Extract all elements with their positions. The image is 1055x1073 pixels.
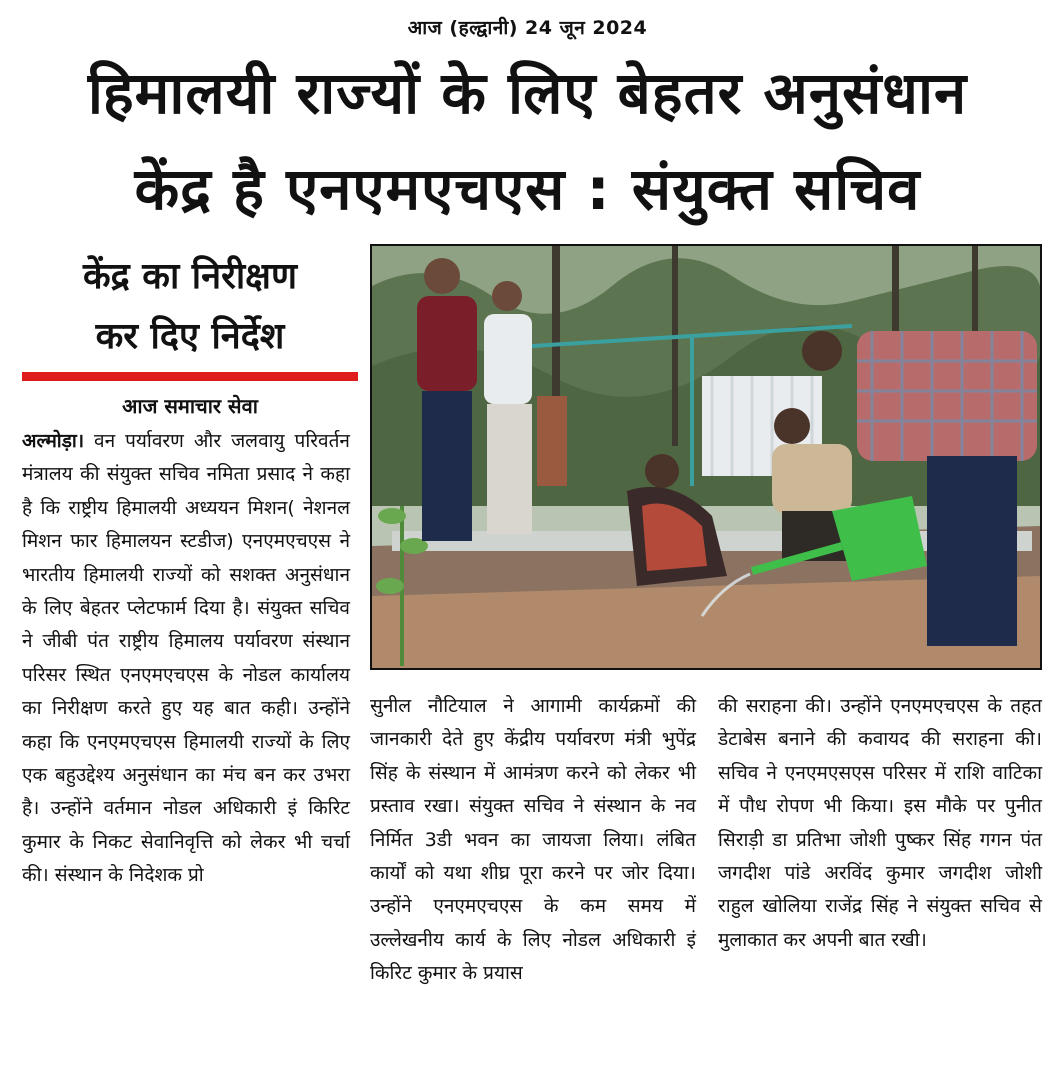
photo-illustration xyxy=(372,246,1040,668)
article-column-2 xyxy=(370,690,696,991)
article-column-3 xyxy=(718,690,1042,957)
dateline: आज (हल्द्वानी) 24 जून 2024 xyxy=(407,17,648,39)
lead-place: अल्मोड़ा। xyxy=(22,430,85,452)
news-photo xyxy=(370,244,1042,670)
headline-line-1: हिमालयी राज्यों के लिए बेहतर अनुसंधान xyxy=(87,59,968,127)
byline: आज समाचार सेवा xyxy=(122,394,258,418)
headline-line-2: केंद्र है एनएमएचएस : संयुक्त सचिव xyxy=(134,155,921,223)
column-3-text: की सराहना की। उन्होंने एनएमएचएस के तहत डेटाबेस बनाने की कवायद की सराहना की। सचिव ने एनएमएसएस परिसर में राशि वाटिका में पौध रोपण भी किया। इस मौके पर पुनीत सिराड़ी डा प्रतिभा जोशी पुष्कर सिंह गगन पंत जगदीश पांडे अरविंद कुमार जगदीश जोशी राहुल खोलिया राजेंद्र सिंह ने संयुक्त सचिव से मुलाकात कर अपनी बात रखी। xyxy=(718,695,1042,951)
red-divider xyxy=(22,372,358,381)
column-2-text: सुनील नौटियाल ने आगामी कार्यक्रमों की जानकारी देते हुए केंद्रीय पर्यावरण मंत्री भुपेंद्र सिंह के संस्थान में आमंत्रण करने को लेकर भी प्रस्ताव रखा। संयुक्त सचिव ने संस्थान के नव निर्मित 3डी भवन का जायजा लिया। लंबित कार्यों को यथा शीघ्र पूरा करने पर जोर दिया। उन्होंने एनएमएचएस के कम समय में उल्लेखनीय कार्य के लिए नोडल अधिकारी इं किरिट कुमार के प्रयास xyxy=(370,695,696,985)
subhead-line-1: केंद्र का निरीक्षण xyxy=(83,256,297,297)
column-1-text: वन पर्यावरण और जलवायु परिवर्तन मंत्रालय की संयुक्त सचिव नमिता प्रसाद ने कहा है कि राष्ट्रीय हिमालयी अध्ययन मिशन( नेशनल मिशन फार हिमालयन स्टडीज) एनएमएचएस ने भारतीय हिमालयी राज्यों को सशक्त अनुसंधान के लिए बेहतर प्लेटफार्म दिया है। संयुक्त सचिव ने जीबी पंत राष्ट्रीय हिमालय पर्यावरण संस्थान परिसर स्थित एनएमएचएस के नोडल कार्यालय का निरीक्षण करते हुए यह बात कही। उन्होंने कहा कि एनएमएचएस हिमालयी राज्यों के लिए एक बहुउद्देश्य अनुसंधान का मंच बन कर उभरा है। उन्होंने वर्तमान नोडल अधिकारी इं किरिट कुमार के निकट सेवानिवृत्ति को लेकर भी चर्चा की। संस्थान के निदेशक प्रो xyxy=(22,430,350,887)
subhead-line-2: कर दिए निर्देश xyxy=(95,316,285,357)
article-column-1 xyxy=(22,425,350,893)
